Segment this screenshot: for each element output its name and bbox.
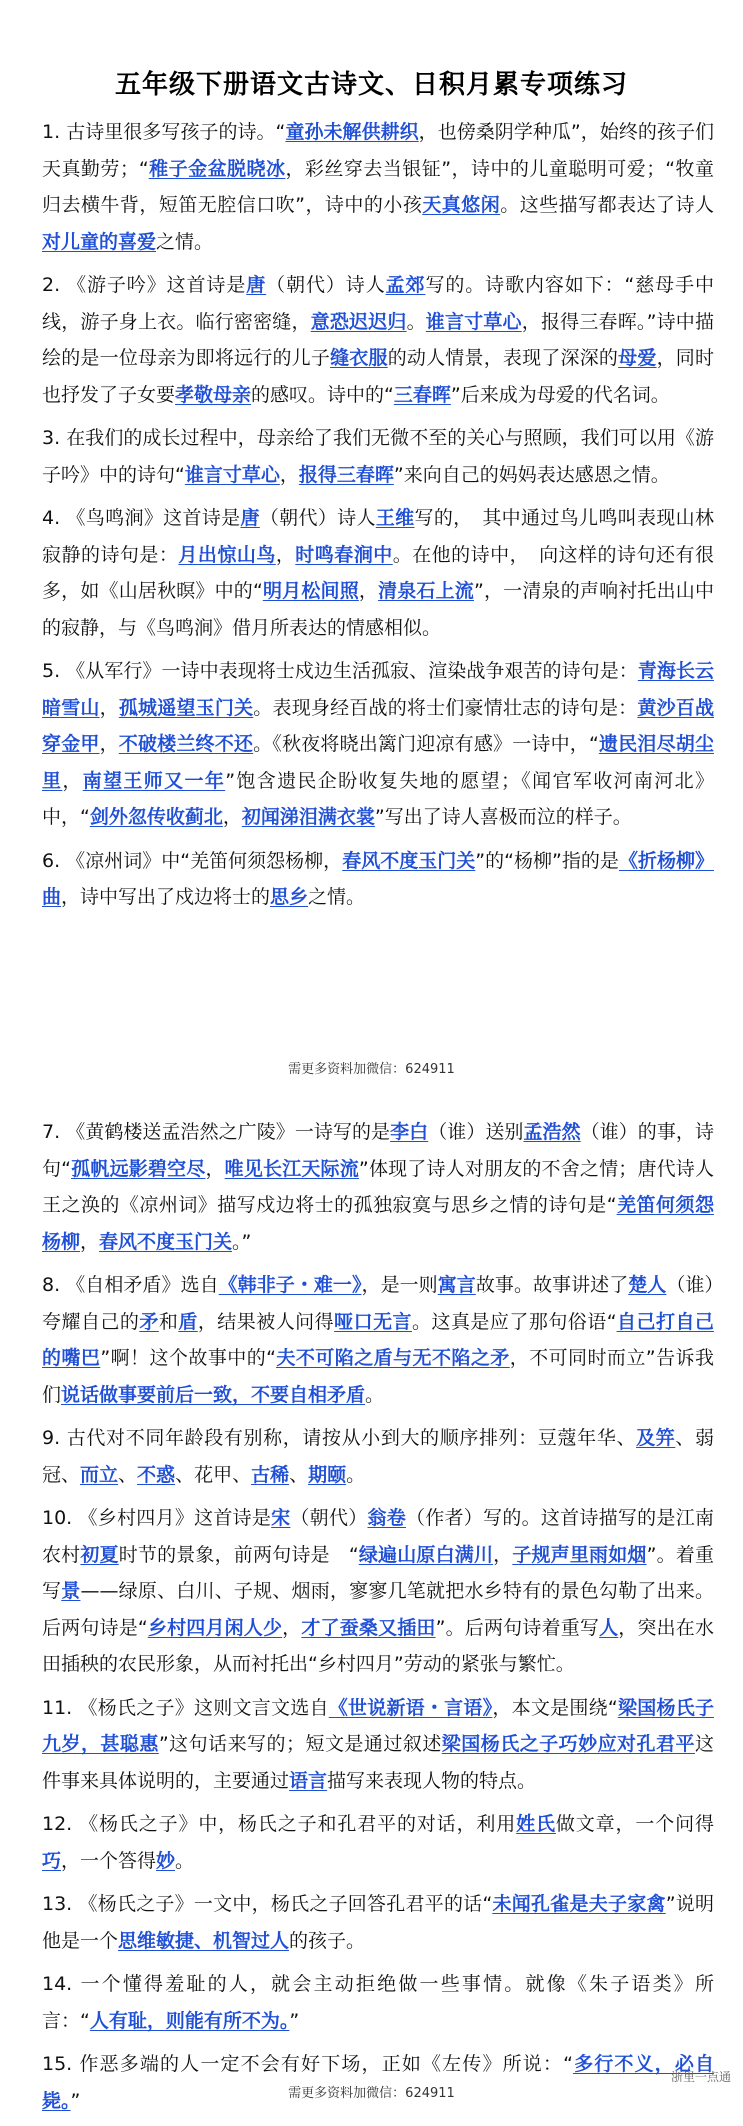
answer-fill: 未闻孔雀是夫子家禽 (492, 1893, 666, 1915)
answer-fill: 景 (61, 1580, 81, 1602)
section-two (42, 1114, 714, 2126)
question-text: 2. 《游子吟》这首诗是 (42, 274, 247, 296)
answer-fill: 意恐迟迟归 (310, 310, 407, 333)
question-text: ”来向自己的妈妈表达感恩之情。 (393, 463, 670, 486)
answer-fill: 楚人 (628, 1274, 667, 1296)
answer-fill: 羌笛何须怨杨柳 (42, 1194, 714, 1253)
answer-fill: 哑口无言 (334, 1310, 413, 1333)
question-text: ， (282, 1616, 302, 1639)
question-item (42, 1690, 714, 1800)
answer-fill: 而立 (80, 1463, 119, 1486)
answer-fill: 李白 (390, 1121, 429, 1143)
question-text: ， (99, 733, 119, 755)
question-text: 时节的景象，前两句诗是 “ (118, 1543, 359, 1566)
question-text: （朝代）诗人 (266, 274, 386, 296)
answer-fill: 黄沙百战穿金甲 (42, 696, 714, 755)
question-text: 。表现身经百战的将士们豪情壮志的诗句是： (253, 696, 638, 719)
answer-fill: 稚子金盆脱晓冰 (148, 157, 286, 180)
question-text: 。 (175, 1849, 195, 1872)
answer-fill: 母爱 (618, 347, 657, 369)
answer-fill: 人 (599, 1616, 619, 1639)
question-text: 、 (118, 1463, 138, 1486)
answer-fill: 梁国杨氏子九岁，甚聪惠 (42, 1696, 714, 1755)
question-item (42, 1500, 714, 1683)
answer-fill: 谁言寸草心 (425, 310, 522, 333)
answer-fill: 绿遍山原白满川 (358, 1543, 494, 1566)
question-text: ， (493, 1543, 513, 1566)
question-text: ， (275, 543, 296, 566)
question-text: ， (279, 463, 299, 486)
question-item (42, 1267, 714, 1413)
question-item (42, 843, 714, 916)
question-text: 4. 《鸟鸣涧》这首诗是 (42, 507, 241, 529)
answer-fill: 夫不可陷之盾与无不陷之矛 (275, 1347, 510, 1369)
answer-fill: 报得三春晖 (298, 463, 394, 486)
question-item (42, 114, 714, 260)
answer-fill: 清泉石上流 (378, 580, 474, 602)
question-text: ” (70, 2089, 81, 2112)
answer-fill: 期颐 (308, 1463, 347, 1486)
answer-fill: 不破楼兰终不还 (118, 733, 254, 755)
question-text: ，诗中写出了戍边将士的 (61, 886, 271, 908)
question-text: 故事。故事讲述了 (475, 1274, 629, 1296)
question-text: 。这些描写都表达了诗人 (500, 194, 714, 216)
question-text: ”。后两句诗着重写 (435, 1616, 600, 1639)
question-item (42, 1886, 714, 1959)
question-text: ， (205, 1157, 225, 1180)
answer-fill: 古稀 (251, 1463, 290, 1486)
answer-fill: 唯见长江天际流 (224, 1157, 359, 1180)
answer-fill: 《韩非子・难一》 (218, 1274, 362, 1296)
question-text: ”说明他是一个 (42, 1893, 715, 1952)
question-text: 做文章，一个问得 (555, 1813, 714, 1835)
question-text: （朝代）诗人 (259, 507, 376, 529)
question-text: 8. 《自相矛盾》选自 (42, 1274, 219, 1296)
answer-fill: 语言 (289, 1769, 328, 1792)
answer-fill: 寓言 (437, 1274, 476, 1296)
answer-fill: 《折杨柳》曲 (42, 849, 714, 908)
question-text: ”饱含遗民企盼收复失地的愿望；《闻官军收河南河北》中，“ (42, 769, 714, 828)
question-text: 6. 《凉州词》中“羌笛何须怨杨柳， (42, 849, 343, 872)
question-text: ”体现了诗人对朋友的不舍之情；唐代诗人王之涣的《凉州词》描写戍边将士的孤独寂寞与思乡之情的诗句是“ (42, 1157, 714, 1216)
question-text: 、弱冠、 (42, 1427, 714, 1486)
answer-fill: 对儿童的喜爱 (42, 230, 157, 253)
question-item (42, 1114, 714, 1260)
answer-fill: 说话做事要前后一致，不要自相矛盾 (61, 1383, 366, 1406)
answer-fill: 童孙未解供耕织 (285, 121, 419, 143)
answer-fill: 剑外忽传收蓟北 (89, 806, 223, 828)
answer-fill: 人有耻，则能有所不为。 (89, 2009, 290, 2032)
question-text: 描写来表现人物的特点。 (327, 1769, 537, 1792)
question-text: 11. 《杨氏之子》这则文言文选自 (42, 1696, 329, 1719)
question-text: 5. 《从军行》一诗中表现将士戍边生活孤寂、渲染战争艰苦的诗句是： (42, 660, 638, 682)
answer-fill: 孟浩然 (523, 1121, 581, 1143)
question-text: ，彩丝穿去当银钲”，诗中的儿童聪明可爱；“牧童归去横牛背，短笛无腔信口吹”，诗中的小孩 (42, 157, 714, 216)
question-text: 14. 一个懂得羞耻的人，就会主动拒绝做一些事情。就像《朱子语类》所言：“ (42, 1973, 714, 2032)
question-text: ”，一清泉的声响衬托出山中的寂静，与《鸟鸣涧》借月所表达的情感相似。 (42, 580, 714, 639)
footer-note-2: 需更多资料加微信：624911 (288, 2086, 455, 2101)
question-text: ”写出了诗人喜极而泣的样子。 (374, 806, 632, 828)
answer-fill: 月出惊山鸟 (178, 543, 276, 566)
question-item (42, 653, 714, 836)
question-item (42, 1966, 714, 2039)
answer-fill: 南望王师又一年 (82, 769, 226, 792)
question-text: ， (80, 1230, 100, 1253)
question-text: 10. 《乡村四月》这首诗是 (42, 1507, 272, 1529)
answer-fill: 矛 (139, 1310, 159, 1333)
answer-fill: 《世说新语・言语》 (328, 1696, 493, 1719)
answer-fill: 王维 (375, 507, 415, 529)
answer-fill: 春风不度玉门关 (99, 1230, 233, 1253)
question-text: 的动人情景，表现了深深的 (387, 347, 619, 369)
question-text: ，结果被人问得 (197, 1310, 335, 1333)
answer-fill: 孤城遥望玉门关 (118, 696, 254, 719)
watermark: 浙里一点通 (670, 2070, 731, 2084)
question-text: ”。着重写 (42, 1543, 714, 1602)
question-text: ，一个答得 (61, 1849, 157, 1872)
question-text: ——绿原、白川、子规、烟雨，寥寥几笔就把水乡特有的景色勾勒了出来。后两句诗是“ (42, 1580, 714, 1639)
question-text: ”啊！这个故事中的“ (100, 1347, 276, 1369)
answer-fill: 宋 (271, 1507, 291, 1529)
question-text: ”的“杨柳”指的是 (475, 849, 619, 872)
answer-fill: 春风不度玉门关 (342, 849, 476, 872)
answer-fill: 遗民泪尽胡尘里 (42, 733, 714, 792)
question-text: 这件事来具体说明的，主要通过 (42, 1733, 714, 1792)
question-item (42, 500, 714, 646)
question-text: ” (289, 2009, 300, 2032)
answer-fill: 翁卷 (367, 1507, 407, 1529)
answer-fill: 及笄 (636, 1427, 676, 1449)
question-text: 的孩子。 (289, 1929, 366, 1952)
answer-fill: 盾 (178, 1310, 198, 1333)
answer-fill: 时鸣春涧中 (295, 543, 393, 566)
question-text: ， (62, 769, 83, 792)
answer-fill: 天真悠闲 (422, 194, 501, 216)
question-text: ”这句话来写的；短文是通过叙述 (158, 1733, 442, 1755)
question-text: 12. 《杨氏之子》中，杨氏之子和孔君平的对话，利用 (42, 1813, 517, 1835)
question-item (42, 420, 714, 493)
question-text: ， (99, 696, 119, 719)
question-text: 9. 古代对不同年龄段有别称，请按从小到大的顺序排列：豆蔻年华、 (42, 1427, 637, 1449)
answer-fill: 缝衣服 (330, 347, 388, 369)
question-text: 。 (406, 310, 426, 333)
answer-fill: 明月松间照 (262, 580, 359, 602)
answer-fill: 姓氏 (516, 1813, 556, 1835)
question-text: 和 (158, 1310, 179, 1333)
question-text: 13. 《杨氏之子》一文中，杨氏之子回答孔君平的话“ (42, 1893, 493, 1915)
question-text: 。 (346, 1463, 366, 1486)
answer-fill: 子规声里雨如烟 (512, 1543, 647, 1566)
answer-fill: 不惑 (137, 1463, 176, 1486)
question-text: 的感叹。诗中的“ (251, 383, 394, 406)
question-text: ， (358, 580, 379, 602)
question-text: （作者）写的。这首诗描写的是江南农村 (42, 1507, 714, 1566)
question-text: 7. 《黄鹤楼送孟浩然之广陵》一诗写的是 (42, 1121, 391, 1143)
question-text: 3. 在我们的成长过程中，母亲给了我们无微不至的关心与照顾，我们可以用《游子吟》中的诗句“ (42, 427, 714, 486)
answer-fill: 乡村四月闲人少 (147, 1616, 283, 1639)
answer-fill: 才了蚕桑又插田 (301, 1616, 436, 1639)
question-text: 之情。 (308, 886, 366, 908)
page-title: 五年级下册语文古诗文、日积月累专项练习 (114, 70, 628, 100)
question-text: 。在他的诗中， 向这样的诗句还有很多，如《山居秋暝》中的“ (42, 543, 714, 602)
answer-fill: 谁言寸草心 (184, 463, 280, 486)
question-text: 写的， 其中通过鸟儿鸣叫表现山林寂静的诗句是： (42, 507, 714, 566)
answer-fill: 孟郊 (385, 274, 426, 296)
question-text: 写的。诗歌内容如下：“慈母手中线，游子身上衣。临行密密缝， (42, 274, 714, 333)
answer-fill: 思乡 (270, 886, 309, 908)
answer-fill: 唐 (240, 507, 260, 529)
question-text: （谁）的事，诗句“ (42, 1121, 714, 1180)
question-text: 。” (232, 1230, 252, 1253)
question-text: 之情。 (156, 230, 214, 253)
question-text: 、 (289, 1463, 309, 1486)
question-text: 、花甲、 (175, 1463, 252, 1486)
question-text: 15. 作恶多端的人一定不会有好下场，正如《左传》所说：“ (42, 2053, 573, 2075)
answer-fill: 梁国杨氏之子巧妙应对孔君平 (441, 1733, 695, 1755)
question-text: （谁）夸耀自己的 (42, 1274, 714, 1333)
answer-fill: 思维敏捷、机智过人 (118, 1929, 290, 1952)
answer-fill: 孤帆远影碧空尽 (71, 1157, 206, 1180)
question-text: 。这真是应了那句俗语“ (412, 1310, 617, 1333)
answer-fill: 多行不义，必自毙。 (42, 2053, 714, 2112)
question-text: （谁）送别 (428, 1121, 524, 1143)
question-text: 。《秋夜将晓出篱门迎凉有感》一诗中，“ (253, 733, 599, 755)
answer-fill: 自己打自己的嘴巴 (42, 1310, 714, 1369)
answer-fill: 三春晖 (393, 383, 451, 406)
question-text: ，同时也抒发了子女要 (42, 347, 714, 406)
answer-fill: 巧 (42, 1849, 62, 1872)
answer-fill: 妙 (156, 1849, 176, 1872)
question-item (42, 1420, 714, 1493)
question-text: ，本文是围绕“ (492, 1696, 618, 1719)
answer-fill: 唐 (246, 274, 267, 296)
question-text: ，不可同时而立”告诉我们 (42, 1347, 714, 1406)
question-item (42, 1806, 714, 1879)
answer-fill: 初闻涕泪满衣裳 (241, 806, 375, 828)
answer-fill: 孝敬母亲 (175, 383, 252, 406)
question-text: ，也傍桑阴学种瓜”，始终的孩子们天真勤劳；“ (42, 121, 714, 180)
question-item (42, 267, 714, 413)
answer-fill: 青海长云暗雪山 (42, 660, 714, 719)
question-text: ”后来成为母爱的代名词。 (450, 383, 670, 406)
question-text: ，突出在水田插秧的农民形象，从而衬托出“乡村四月”劳动的紧张与繁忙。 (42, 1616, 714, 1675)
question-text: ，是一则 (361, 1274, 438, 1296)
question-text: 。 (365, 1383, 385, 1406)
question-text: 1. 古诗里很多写孩子的诗。“ (42, 121, 286, 143)
section-one (42, 114, 714, 923)
question-text: ， (222, 806, 242, 828)
footer-note-1: 需更多资料加微信：624911 (288, 1062, 455, 1077)
question-text: ，报得三春晖。”诗中描绘的是一位母亲为即将远行的儿子 (42, 310, 714, 369)
answer-fill: 初夏 (80, 1543, 119, 1566)
question-text: （朝代） (290, 1507, 368, 1529)
